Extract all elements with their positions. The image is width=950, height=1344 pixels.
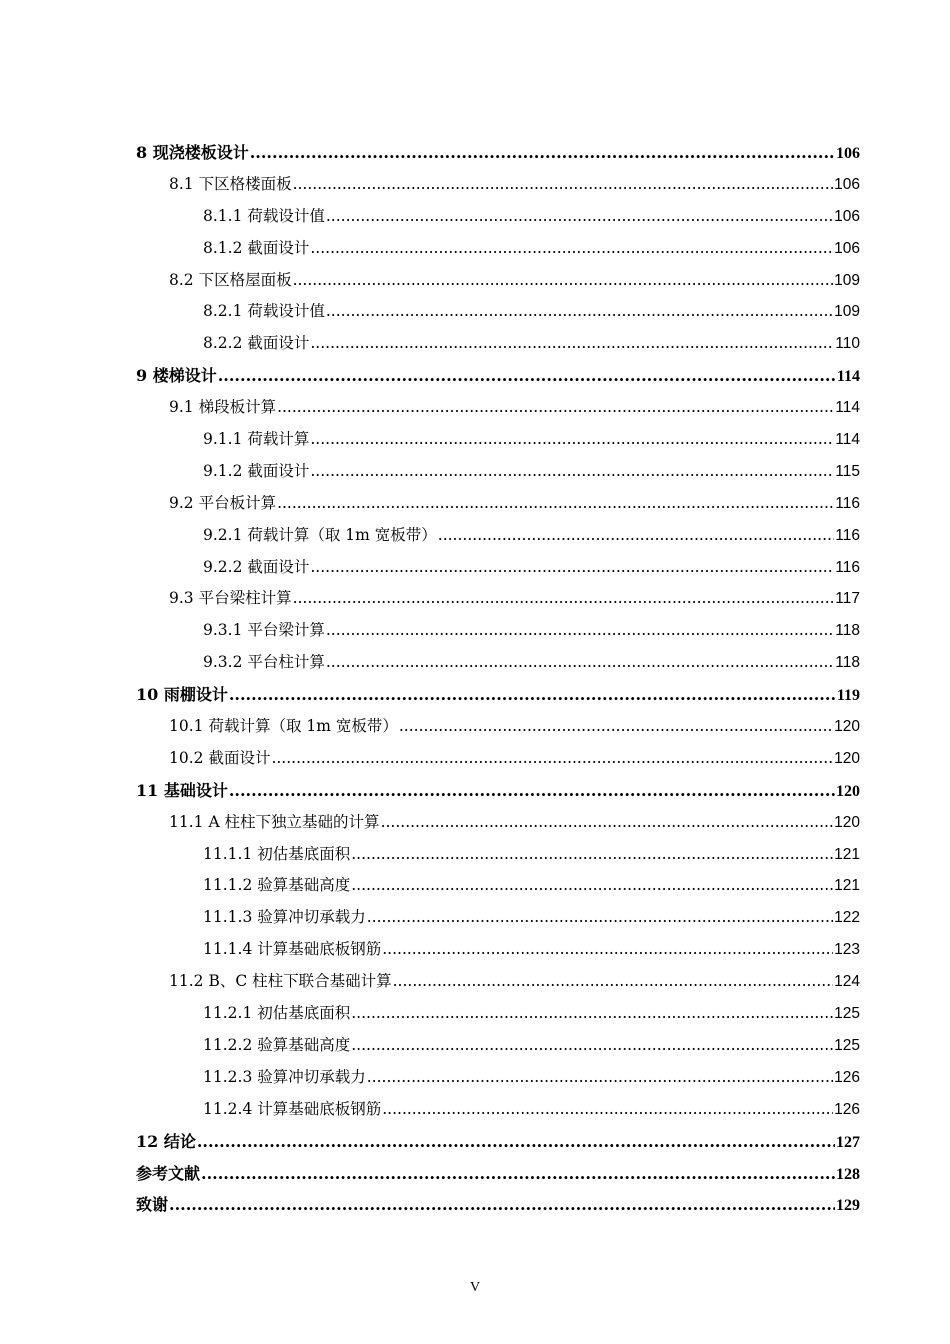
- toc-dot-leader: [197, 1126, 835, 1158]
- toc-entry-page-number: 121: [834, 877, 860, 895]
- toc-entry-label: 9.1 梯段板计算: [169, 398, 277, 417]
- toc-entry[interactable]: [136, 265, 860, 297]
- toc-entry-page-number: 106: [834, 175, 860, 193]
- toc-entry[interactable]: [136, 424, 860, 456]
- toc-entry-page-number: 106: [834, 207, 860, 225]
- toc-entry-page-number: 116: [835, 558, 860, 576]
- toc-entry[interactable]: [136, 296, 860, 328]
- toc-entry-page-number: 127: [836, 1133, 860, 1151]
- toc-entry-label: 9.3.2 平台柱计算: [203, 653, 325, 672]
- toc-dot-leader: [367, 1062, 833, 1094]
- toc-entry-label: 11.2 B、C 柱柱下联合基础计算: [169, 972, 392, 991]
- toc-entry-page-number: 116: [835, 494, 860, 512]
- toc-entry-label: 12 结论: [136, 1131, 196, 1151]
- toc-entry-page-number: 109: [834, 303, 860, 321]
- toc-entry-page-number: 120: [834, 749, 860, 767]
- toc-entry-label: 10.1 荷载计算（取 1m 宽板带）: [169, 717, 398, 736]
- toc-entry-page-number: 125: [834, 1036, 860, 1054]
- toc-entry-page-number: 123: [834, 941, 860, 959]
- toc-entry-page-number: 116: [835, 526, 860, 544]
- toc-entry-label: 9 楼梯设计: [136, 366, 217, 386]
- toc-dot-leader: [229, 679, 836, 711]
- toc-dot-leader: [382, 1094, 833, 1126]
- toc-dot-leader: [351, 870, 833, 902]
- toc-dot-leader: [326, 296, 833, 328]
- toc-entry[interactable]: [136, 488, 860, 520]
- toc-dot-leader: [310, 456, 834, 488]
- toc-entry[interactable]: [136, 775, 860, 807]
- toc-entry-label: 参考文献: [136, 1163, 201, 1183]
- toc-entry[interactable]: [136, 456, 860, 488]
- toc-entry-label: 11.2.4 计算基础底板钢筋: [203, 1099, 382, 1118]
- toc-entry-page-number: 114: [835, 399, 860, 417]
- toc-dot-leader: [293, 265, 834, 297]
- toc-entry-page-number: 120: [836, 782, 860, 800]
- toc-entry-label: 11.2.1 初估基底面积: [203, 1004, 351, 1023]
- toc-entry-label: 9.2.2 截面设计: [203, 557, 310, 576]
- toc-entry-label: 致谢: [136, 1195, 169, 1215]
- toc-entry[interactable]: [136, 647, 860, 679]
- toc-dot-leader: [351, 1030, 833, 1062]
- toc-entry-label: 9.2.1 荷载计算（取 1m 宽板带）: [203, 525, 437, 544]
- toc-dot-leader: [438, 520, 835, 552]
- toc-entry-label: 11.1.2 验算基础高度: [203, 876, 351, 895]
- toc-entry-page-number: 110: [835, 335, 860, 353]
- toc-entry-label: 10 雨棚设计: [136, 685, 228, 705]
- toc-entry-label: 8 现浇楼板设计: [136, 143, 249, 162]
- toc-entry[interactable]: [136, 137, 860, 169]
- toc-entry-label: 11.1.1 初估基底面积: [203, 844, 351, 863]
- table-of-contents: [136, 137, 860, 1221]
- toc-entry[interactable]: [136, 1094, 860, 1126]
- toc-entry[interactable]: [136, 807, 860, 839]
- toc-entry-page-number: 109: [834, 271, 860, 289]
- toc-entry[interactable]: [136, 679, 860, 711]
- toc-dot-leader: [310, 328, 834, 360]
- toc-entry-page-number: 120: [834, 813, 860, 831]
- toc-entry[interactable]: [136, 1126, 860, 1158]
- toc-entry-page-number: 118: [835, 654, 860, 672]
- toc-dot-leader: [293, 583, 835, 615]
- toc-entry-label: 11.1 A 柱柱下独立基础的计算: [169, 812, 380, 831]
- toc-dot-leader: [277, 488, 834, 520]
- toc-entry[interactable]: [136, 520, 860, 552]
- toc-dot-leader: [326, 201, 833, 233]
- toc-entry[interactable]: [136, 1158, 860, 1190]
- toc-entry-label: 9.1.2 截面设计: [203, 461, 310, 480]
- toc-dot-leader: [399, 711, 833, 743]
- page-number-footer: V: [469, 1280, 481, 1295]
- toc-dot-leader: [218, 360, 836, 392]
- toc-dot-leader: [310, 552, 834, 584]
- toc-entry[interactable]: [136, 1189, 860, 1221]
- toc-entry-page-number: 129: [836, 1197, 860, 1215]
- toc-entry-label: 8.2 下区格屋面板: [169, 270, 292, 289]
- toc-entry-page-number: 118: [835, 622, 860, 640]
- toc-dot-leader: [381, 807, 834, 839]
- toc-entry-label: 9.3.1 平台梁计算: [203, 621, 325, 640]
- toc-entry-page-number: 128: [836, 1165, 860, 1183]
- toc-entry[interactable]: [136, 201, 860, 233]
- toc-entry-label: 9.2 平台板计算: [169, 493, 277, 512]
- toc-entry-label: 11.1.3 验算冲切承载力: [203, 908, 366, 927]
- toc-entry-page-number: 120: [834, 718, 860, 736]
- toc-entry[interactable]: [136, 966, 860, 998]
- toc-entry-label: 8.2.2 截面设计: [203, 334, 310, 353]
- toc-entry[interactable]: [136, 1030, 860, 1062]
- toc-entry-label: 8.2.1 荷载设计值: [203, 302, 325, 321]
- toc-entry-label: 8.1 下区格楼面板: [169, 174, 292, 193]
- toc-dot-leader: [229, 775, 835, 807]
- toc-entry-label: 8.1.2 截面设计: [203, 238, 310, 257]
- toc-entry-page-number: 115: [835, 462, 860, 480]
- toc-entry[interactable]: [136, 839, 860, 871]
- toc-entry-page-number: 126: [834, 1068, 860, 1086]
- toc-dot-leader: [201, 1158, 835, 1190]
- toc-dot-leader: [293, 169, 834, 201]
- toc-entry-page-number: 106: [834, 239, 860, 257]
- toc-entry-page-number: 119: [836, 687, 860, 705]
- toc-entry-page-number: 124: [834, 973, 860, 991]
- toc-entry[interactable]: [136, 998, 860, 1030]
- toc-dot-leader: [351, 839, 833, 871]
- toc-dot-leader: [277, 392, 834, 424]
- toc-entry[interactable]: [136, 169, 860, 201]
- toc-dot-leader: [367, 902, 833, 934]
- toc-dot-leader: [382, 934, 833, 966]
- toc-entry[interactable]: [136, 615, 860, 647]
- toc-entry-label: 11 基础设计: [136, 780, 228, 800]
- toc-entry-label: 10.2 截面设计: [169, 748, 271, 767]
- toc-entry[interactable]: [136, 583, 860, 615]
- toc-entry[interactable]: [136, 392, 860, 424]
- toc-entry-page-number: 125: [834, 1005, 860, 1023]
- toc-entry-label: 9.3 平台梁柱计算: [169, 589, 292, 608]
- toc-entry-label: 11.2.2 验算基础高度: [203, 1035, 351, 1054]
- toc-dot-leader: [393, 966, 834, 998]
- toc-entry[interactable]: [136, 328, 860, 360]
- toc-entry[interactable]: [136, 870, 860, 902]
- toc-entry[interactable]: [136, 743, 860, 775]
- toc-dot-leader: [326, 647, 834, 679]
- toc-entry-page-number: 121: [834, 845, 860, 863]
- toc-entry[interactable]: [136, 233, 860, 265]
- toc-entry-page-number: 117: [835, 590, 860, 608]
- toc-entry-label: 11.2.3 验算冲切承载力: [203, 1067, 366, 1086]
- toc-dot-leader: [271, 743, 833, 775]
- toc-entry[interactable]: [136, 902, 860, 934]
- toc-dot-leader: [326, 615, 834, 647]
- toc-dot-leader: [250, 137, 835, 169]
- toc-entry[interactable]: [136, 934, 860, 966]
- toc-dot-leader: [169, 1189, 835, 1221]
- toc-entry[interactable]: [136, 360, 860, 392]
- toc-entry-page-number: 106: [836, 145, 860, 162]
- toc-dot-leader: [310, 424, 834, 456]
- toc-dot-leader: [351, 998, 833, 1030]
- toc-entry-label: 8.1.1 荷载设计值: [203, 206, 325, 225]
- toc-entry-label: 11.1.4 计算基础底板钢筋: [203, 940, 382, 959]
- toc-entry-page-number: 122: [834, 909, 860, 927]
- toc-entry[interactable]: [136, 552, 860, 584]
- toc-entry[interactable]: [136, 1062, 860, 1094]
- toc-entry-page-number: 114: [835, 431, 860, 449]
- toc-dot-leader: [310, 233, 833, 265]
- toc-entry[interactable]: [136, 711, 860, 743]
- toc-entry-page-number: 126: [834, 1100, 860, 1118]
- toc-entry-page-number: 114: [836, 368, 860, 386]
- toc-entry-label: 9.1.1 荷载计算: [203, 430, 310, 449]
